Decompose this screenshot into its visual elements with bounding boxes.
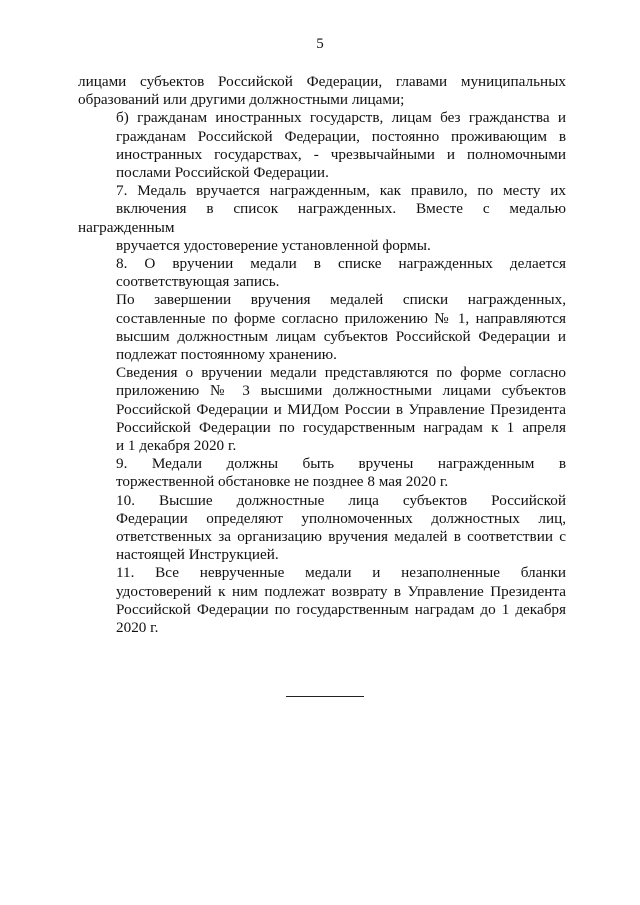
- text-line: Российской Федерации по государственным наградам до 1 декабря: [116, 600, 566, 618]
- paragraph: [78, 492, 566, 565]
- text-line: По завершении вручения медалей списки награжденных,: [116, 291, 566, 309]
- text-line: гражданам Российской Федерации, постоянно проживающим в: [116, 127, 566, 145]
- text-line: торжественной обстановке не позднее 8 мая 2020 г.: [116, 473, 449, 491]
- text-line: 11. Все неврученные медали и незаполненные бланки: [116, 564, 566, 582]
- end-divider: [286, 696, 364, 697]
- text-line: составленные по форме согласно приложению № 1, направляются: [116, 309, 566, 327]
- text-line: приложению № 3 высшими должностными лицами субъектов: [116, 382, 566, 400]
- paragraph: [78, 255, 566, 291]
- paragraph: [78, 455, 566, 491]
- text-line: 8. О вручении медали в списке награжденных делается: [116, 255, 566, 273]
- text-line: лицами субъектов Российской Федерации, главами муниципальных: [78, 73, 566, 90]
- text-line: Сведения о вручении медали представляются по форме согласно: [116, 364, 566, 382]
- paragraph: [78, 109, 566, 182]
- text-line: удостоверений к ним подлежат возврату в Управление Президента: [116, 582, 566, 600]
- paragraph: [78, 564, 566, 637]
- text-line: 10. Высшие должностные лица субъектов Российской: [116, 491, 566, 509]
- text-line: Федерации определяют уполномоченных должностных лиц,: [116, 509, 566, 527]
- text-line: иностранных государствах, - чрезвычайными и полномочными: [116, 145, 566, 163]
- text-line: Российской Федерации и МИДом России в Управление Президента: [116, 400, 566, 418]
- text-line: включения в список награжденных. Вместе с медалью награжденным: [78, 200, 566, 236]
- text-line: б) гражданам иностранных государств, лицам без гражданства и: [116, 109, 566, 127]
- text-line: настоящей Инструкцией.: [116, 546, 279, 564]
- text-line: 2020 г.: [116, 619, 159, 637]
- text-line: и 1 декабря 2020 г.: [116, 437, 237, 455]
- text-line: подлежат постоянному хранению.: [116, 346, 337, 364]
- text-line: ответственных за организацию вручения медалей в соответствии с: [116, 528, 566, 546]
- paragraph: [78, 73, 566, 109]
- text-line: 7. Медаль вручается награжденным, как правило, по месту их: [116, 182, 566, 200]
- text-line: образований или другими должностными лицами;: [78, 91, 405, 109]
- document-body: [78, 73, 566, 637]
- text-line: 9. Медали должны быть вручены награжденным в: [116, 455, 566, 473]
- paragraph: [78, 291, 566, 364]
- text-line: вручается удостоверение установленной формы.: [116, 236, 431, 254]
- text-line: высшим должностным лицам субъектов Российской Федерации и: [116, 327, 566, 345]
- paragraph: [78, 364, 566, 455]
- paragraph: [78, 182, 566, 255]
- page-number: 5: [316, 36, 324, 52]
- text-line: послами Российской Федерации.: [116, 164, 329, 182]
- text-line: соответствующая запись.: [116, 273, 280, 291]
- text-line: Российской Федерации по государственным наградам к 1 апреля: [116, 418, 566, 436]
